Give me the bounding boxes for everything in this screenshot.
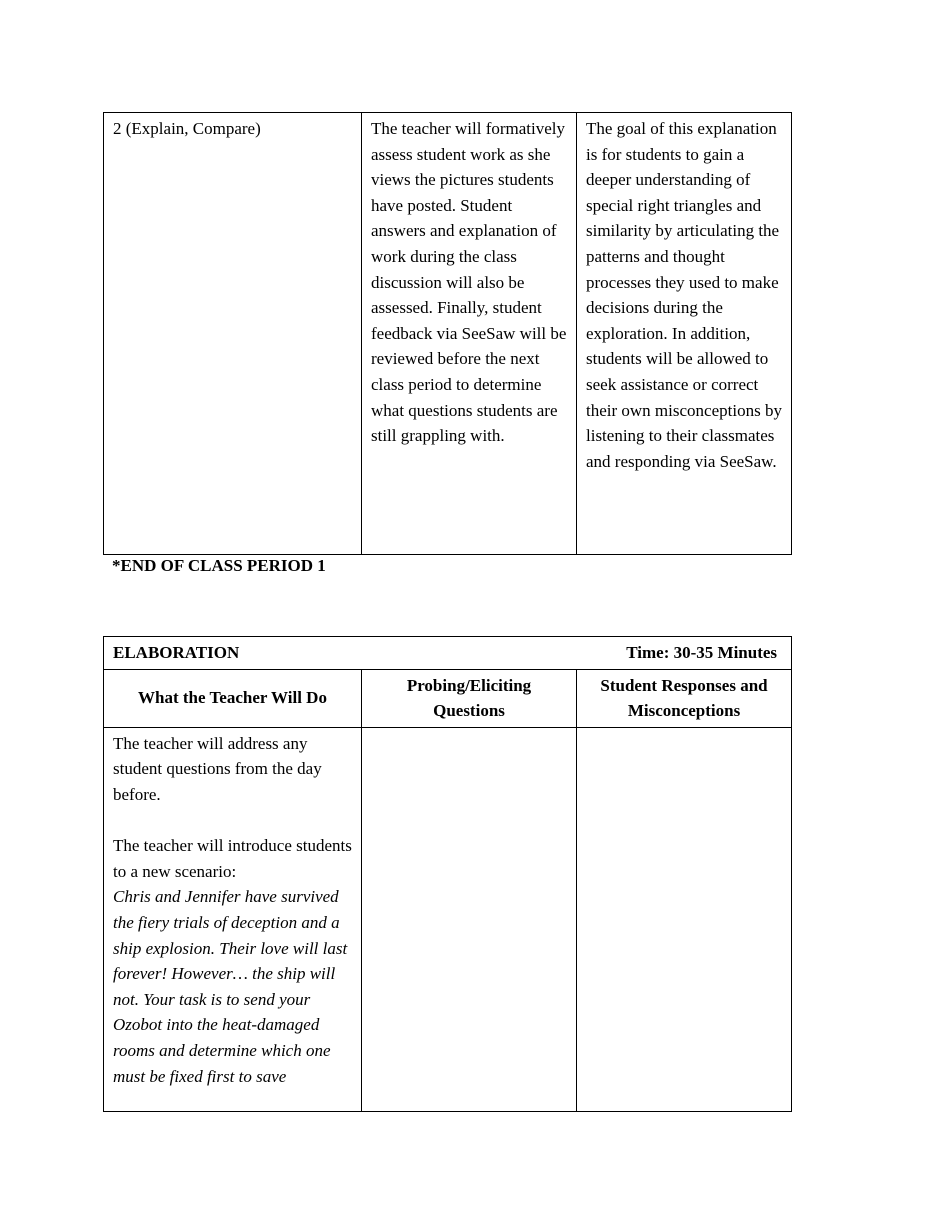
elaboration-header xyxy=(104,637,792,670)
table-row xyxy=(104,113,792,555)
column-header-questions: Probing/Eliciting Questions xyxy=(362,669,577,727)
elaboration-table xyxy=(103,636,792,1112)
goal-cell: The goal of this explanation is for students to gain a deeper understanding of special right triangles and similarity by articulating the patterns and thought processes they used to make decisions during the exploration. In addition, students will be allowed to seek assistance or correct their own misconceptions by listening to their classmates and responding via SeeSaw. xyxy=(577,113,792,555)
table-header-row xyxy=(104,637,792,670)
assessment-cell: The teacher will formatively assess student work as she views the pictures students have posted. Student answers and explanation of work during the class discussion will also be assessed. Finally, student feedback via SeeSaw will be reviewed before the next class period to determine what questions students are still grappling with. xyxy=(362,113,577,555)
table-row xyxy=(104,727,792,1111)
questions-cell xyxy=(362,727,577,1111)
section-title: ELABORATION xyxy=(113,643,240,662)
teacher-paragraph: The teacher will introduce students to a new scenario: xyxy=(113,836,352,881)
explain-table xyxy=(103,112,792,555)
end-of-period-note: *END OF CLASS PERIOD 1 xyxy=(112,556,326,575)
phase-cell: 2 (Explain, Compare) xyxy=(104,113,362,555)
scenario-text: Chris and Jennifer have survived the fiery trials of deception and a ship explosion. Their love will last forever! However… the ship will not. Your task is to send your Ozobot into the heat-damaged rooms and determine which one must be fixed first to save xyxy=(113,887,348,1086)
time-label: Time: 30-35 Minutes xyxy=(626,643,778,662)
teacher-paragraph: The teacher will address any student questions from the day before. xyxy=(113,733,322,804)
column-header-responses: Student Responses and Misconceptions xyxy=(577,669,792,727)
column-header-row xyxy=(104,669,792,727)
column-header-teacher: What the Teacher Will Do xyxy=(104,669,362,727)
teacher-cell xyxy=(104,727,362,1111)
responses-cell xyxy=(577,727,792,1111)
